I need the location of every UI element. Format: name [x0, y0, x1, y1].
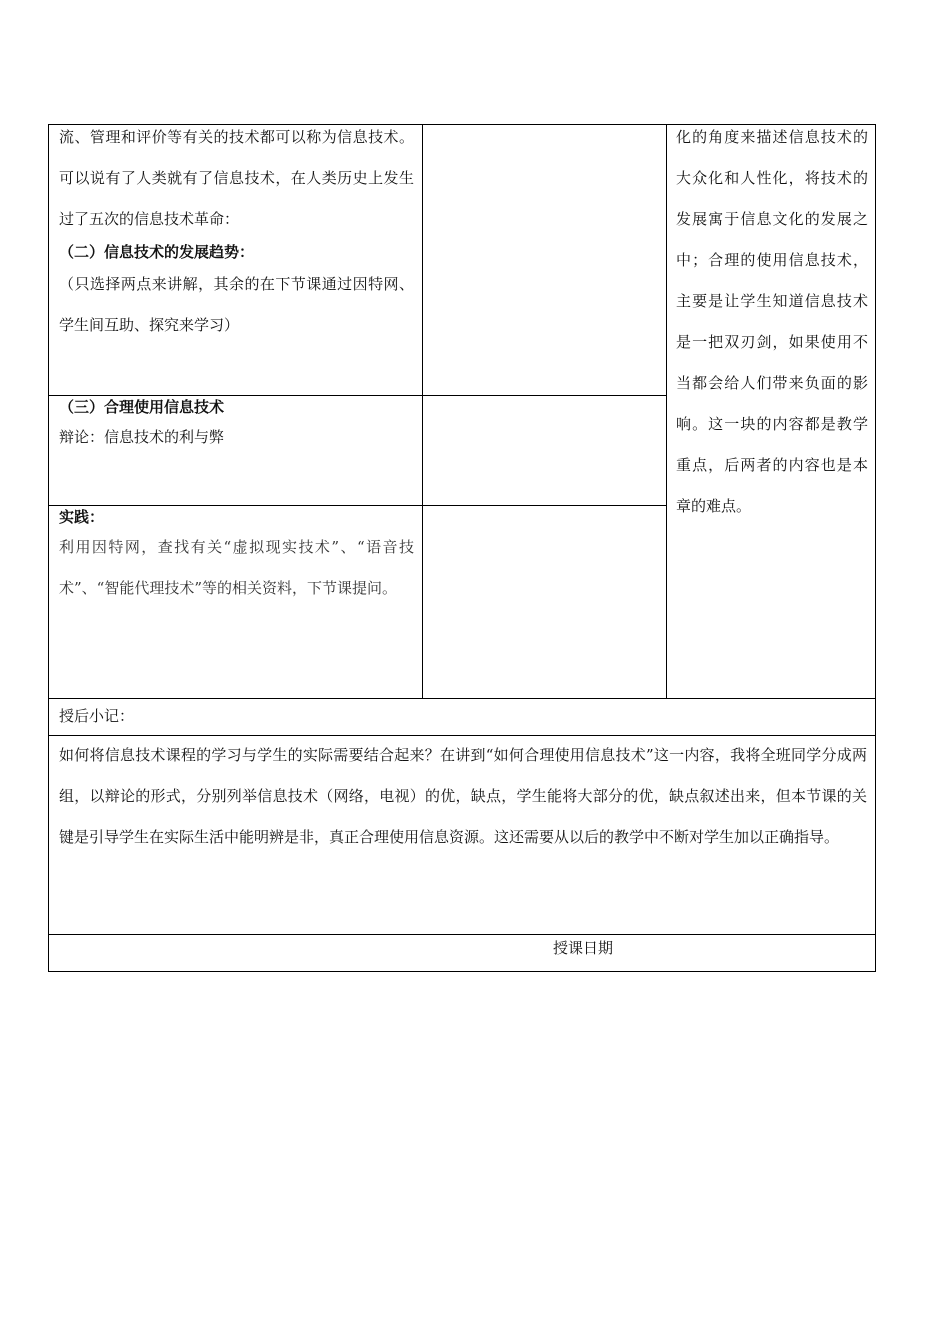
- main-cell-history: [59, 117, 414, 393]
- postclass-label-cell: [59, 698, 859, 735]
- col-divider-2: [666, 125, 667, 698]
- practice-heading: 实践：: [59, 508, 105, 526]
- history-paragraph: 流、管理和评价等有关的技术都可以称为信息技术。可以说有了人类就有了信息技术，在人类历史上发生过了五次的信息技术革命：: [59, 128, 414, 228]
- design-intent-cell: [676, 117, 868, 697]
- practice-text: 利用因特网，查找有关“虚拟现实技术”、“语音技术”、“智能代理技术”等的相关资料，下节课提问。: [59, 538, 414, 597]
- row-divider-5: [49, 934, 875, 935]
- main-cell-practice: [59, 505, 414, 698]
- lesson-plan-table: [48, 124, 876, 972]
- design-intent-text: 化的角度来描述信息技术的大众化和人性化，将技术的发展寓于信息文化的发展之中；合理的使用信息技术，主要是让学生知道信息技术是一把双刃剑，如果使用不当都会给人们带来负面的影响。这一块的内容都是教学重点，后两者的内容也是本章的难点。: [676, 128, 868, 515]
- debate-text: 辩论：信息技术的利与弊: [59, 428, 225, 446]
- trend-note: （只选择两点来讲解，其余的在下节课通过因特网、学生间互助、探究来学习）: [59, 275, 414, 334]
- main-cell-reasonable-use: [59, 395, 414, 505]
- reasonable-use-heading: （三）合理使用信息技术: [59, 398, 225, 416]
- postclass-label: 授后小记：: [59, 707, 135, 725]
- col-divider-1: [422, 125, 423, 698]
- trend-heading: （二）信息技术的发展趋势：: [59, 243, 255, 261]
- postclass-notes-cell: [59, 735, 867, 934]
- postclass-notes-text: 如何将信息技术课程的学习与学生的实际需要结合起来？在讲到“如何合理使用信息技术”这一内容，我将全班同学分成两组，以辩论的形式，分别列举信息技术（网络，电视）的优，缺点，学生能将大部分的优，缺点叙述出来，但本节课的关键是引导学生在实际生活中能明辨是非，真正合理使用信息资源。这还需要从以后的教学中不断对学生加以正确指导。: [59, 746, 867, 846]
- lesson-date-label: 授课日期: [553, 939, 614, 957]
